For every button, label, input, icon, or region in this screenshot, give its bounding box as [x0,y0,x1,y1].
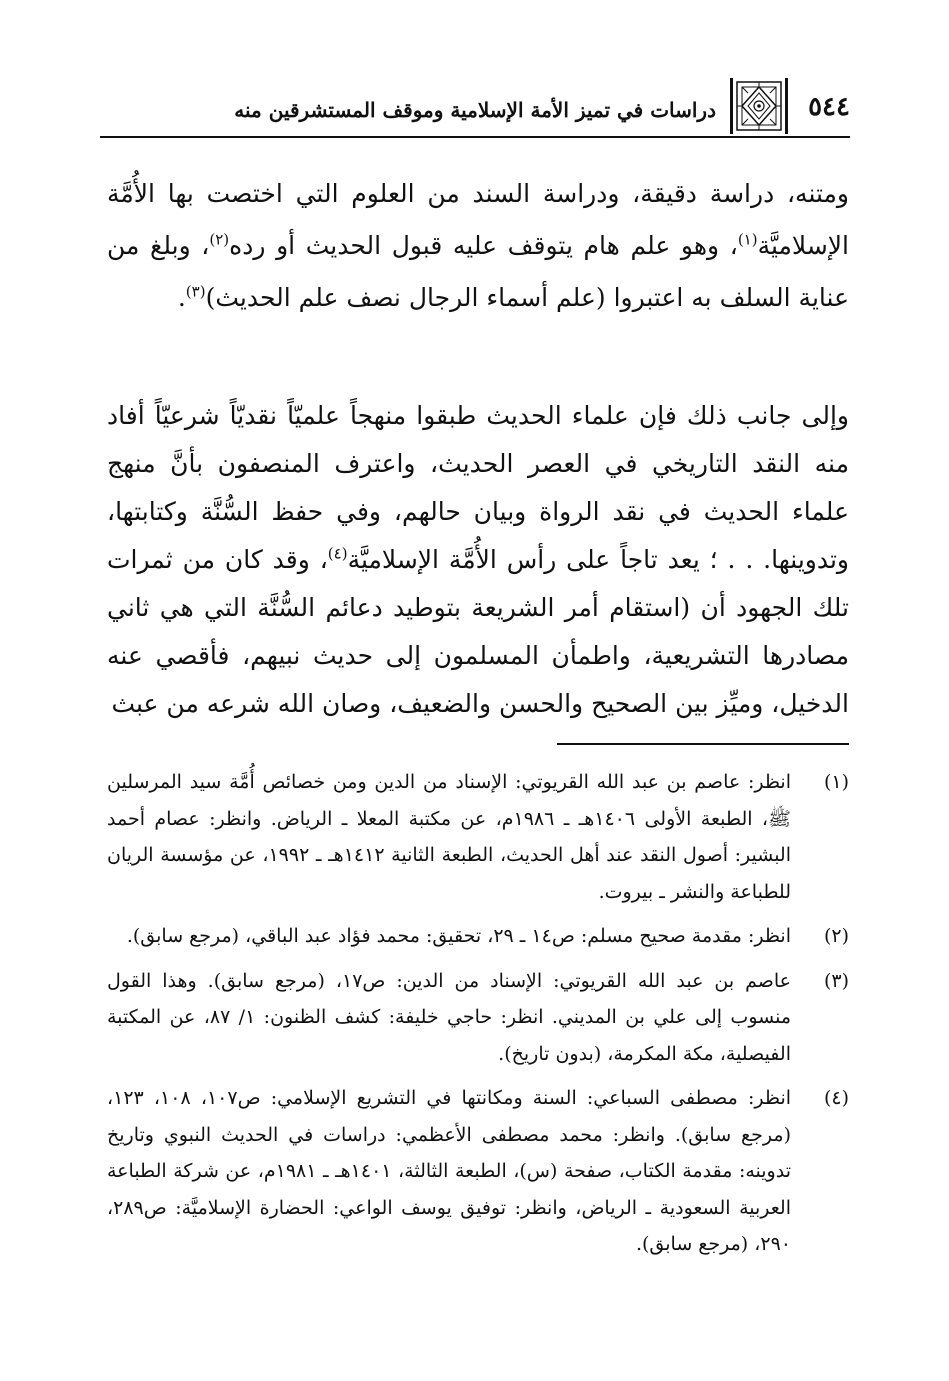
footnote-text: انظر: مصطفى السباعي: السنة ومكانتها في التشريع الإسلامي: ص١٠٧، ١٠٨، ١٢٣، (مرجع سابق). وانظر: محمد مصطفى الأعظمي: دراسات في الحديث النبوي وتاريخ تدوينه: مقدمة الكتاب، صفحة (س)، الطبعة الثالثة، ١٤٠١هـ ـ ١٩٨١م، عن شركة الطباعة العربية السعودية ـ الرياض، وانظر: توفيق يوسف الواعي: الحضارة الإسلاميَّة: ص٢٨٩، ٢٩٠، (مرجع سابق). [107,1087,792,1255]
footnote-ref-4[interactable]: (٤) [327,544,348,563]
paragraph-2-text: وإلى جانب ذلك فإن علماء الحديث طبقوا منهجاً علميّاً نقديّاً شرعيّاً أفاد منه النقد التاريخي في العصر الحديث، واعترف المنصفون بأنَّ منهج علماء الحديث في نقد الرواة وبيان حالهم، وفي حفظ السُّنَّة وكتابتها، وتدوينها. . . ؛ يعد تاجاً على رأس الأُمَّة الإسلاميَّة [107,401,850,574]
paragraph-1-text-3: ، وبلغ من عناية السلف به اعتبروا (علم أسماء الرجال نصف علم الحديث) [107,231,849,312]
paragraph-2-text-2: ، وقد كان من ثمرات تلك الجهود أن (استقام أمر الشريعة بتوطيد دعائم السُّنَّة التي هي ثاني مصادرها التشريعية، واطمأن المسلمون إلى حديث نبيهم، فأقصي عنه الدخيل، وميِّز بين الصحيح والحسن والضعيف، وصان الله شرعه من عبث [107,545,849,718]
running-title: دراسات في تميز الأمة الإسلامية وموقف المستشرقين منه [234,98,716,122]
paragraph-1-text-2: ، وهو علم هام يتوقف عليه قبول الحديث أو رده [229,231,738,260]
footnote-2 [107,918,849,955]
footnote-number: (٤) [823,1087,849,1109]
footnote-text: انظر: مقدمة صحيح مسلم: ص١٤ ـ ٢٩، تحقيق: محمد فؤاد عبد الباقي، (مرجع سابق). [126,925,791,947]
footnotes [107,764,849,1271]
footnote-text: انظر: عاصم بن عبد الله القريوتي: الإسناد من الدين ومن خصائص أُمَّة سيد المرسلين ﷺ، الطبعة الأولى ١٤٠٦هـ ـ ١٩٨٦م، عن مكتبة المعلا ـ الرياض. وانظر: عصام أحمد البشير: أصول النقد عند أهل الحديث، الطبعة الثانية ١٤١٢هـ ـ ١٩٩٢، عن مؤسسة الريان للطباعة والنشر ـ بيروت. [107,771,791,903]
paragraph-1 [107,168,849,324]
paragraph-2 [107,392,849,728]
header-rule [100,136,850,138]
footnote-number: (٢) [823,925,849,947]
footnote-number: (١) [823,771,849,793]
page-header [100,78,850,138]
footnote-ref-3[interactable]: (٣) [185,282,206,301]
footnote-ref-1[interactable]: (١) [737,230,758,249]
footnote-ref-2[interactable]: (٢) [209,230,230,249]
page-number: ٥٤٤ [808,92,850,122]
footnote-4 [107,1080,849,1263]
footnote-3 [107,963,849,1073]
footnote-text: عاصم بن عبد الله القريوتي: الإسناد من الدين: ص١٧، (مرجع سابق). وهذا القول منسوب إلى علي بن المديني. انظر: حاجي خليفة: كشف الظنون: ١/ ٨٧، عن المكتبة الفيصلية، مكة المكرمة، (بدون تاريخ). [107,969,791,1065]
ornament-icon [730,78,788,134]
footnote-1 [107,764,849,910]
paragraph-1-text: ومتنه، دراسة دقيقة، ودراسة السند من العلوم التي اختصت بها الأُمَّة الإسلاميَّة [107,179,849,260]
footnote-number: (٣) [823,969,849,992]
footnote-separator [557,743,849,745]
paragraph-1-end: . [177,283,186,312]
